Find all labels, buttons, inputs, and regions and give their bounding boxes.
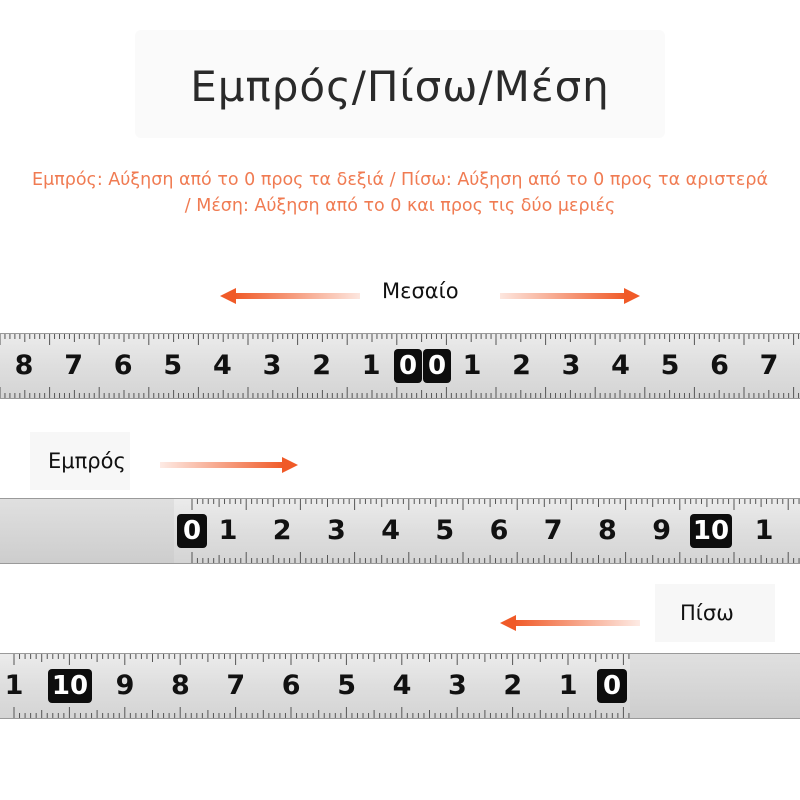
front-label: Εμπρός (48, 449, 126, 473)
tape-number: 9 (652, 515, 671, 546)
front-zero-box: 0 (177, 514, 207, 548)
tape-number: 8 (170, 670, 190, 701)
tape-number: 1 (558, 670, 578, 701)
tape-number: 6 (281, 670, 301, 701)
back-left-arrow-icon (500, 620, 640, 626)
description-text: Εμπρός: Αύξηση από το 0 προς τα δεξιά / Πίσω: Αύξηση από το 0 προς τα αριστερά / Μέση: Αύξηση από το 0 και προς τις δύο μεριές (32, 170, 768, 216)
tape-number: 5 (660, 350, 680, 381)
tape-number: 2 (503, 670, 523, 701)
back-tape-measure (0, 653, 800, 719)
tape-number: 7 (64, 350, 83, 381)
tape-number: 3 (262, 350, 282, 381)
tape-number: 7 (226, 670, 246, 701)
tape-number: 9 (115, 670, 135, 701)
tape-number: 2 (312, 350, 331, 381)
tape-number: 1 (218, 515, 238, 546)
right-arrow-icon (500, 293, 640, 299)
zero-right-box: 0 (423, 349, 451, 383)
back-ten-box: 10 (48, 669, 92, 703)
back-head-number: 1 (4, 670, 24, 701)
tape-number: 6 (113, 350, 133, 381)
front-tape-measure (0, 498, 800, 564)
tape-number: 6 (710, 350, 729, 381)
tape-number: 7 (543, 515, 563, 546)
front-blank-section (0, 498, 174, 564)
tape-number: 5 (435, 515, 455, 546)
page-title: Εμπρός/Πίσω/Μέση (190, 62, 610, 111)
tape-number: 4 (381, 515, 400, 546)
tape-number: 6 (489, 515, 509, 546)
front-ten-box: 10 (690, 514, 732, 548)
back-tape-ticks (0, 653, 630, 719)
tape-number: 7 (759, 350, 779, 381)
tape-number: 1 (462, 350, 482, 381)
tape-number: 4 (392, 670, 412, 701)
back-label: Πίσω (680, 601, 734, 625)
middle-label: Μεσαίο (382, 279, 459, 303)
zero-left-box: 0 (394, 349, 422, 383)
tape-number: 8 (597, 515, 617, 546)
tape-number: 3 (447, 670, 467, 701)
tape-number: 4 (611, 350, 630, 381)
tape-number: 5 (163, 350, 183, 381)
tape-number: 3 (326, 515, 346, 546)
tape-number: 2 (272, 515, 292, 546)
tape-number: 1 (361, 350, 381, 381)
middle-tape-measure (0, 333, 800, 399)
tape-number: 5 (337, 670, 356, 701)
tape-number: 2 (512, 350, 531, 381)
front-tail-number: 1 (754, 515, 774, 546)
tape-number: 4 (212, 350, 232, 381)
left-arrow-icon (220, 293, 360, 299)
back-blank-section (630, 653, 800, 719)
front-right-arrow-icon (160, 462, 300, 468)
tape-number: 3 (561, 350, 581, 381)
title-panel (135, 30, 665, 138)
back-zero-box: 0 (597, 669, 627, 703)
tape-number: 8 (14, 350, 34, 381)
